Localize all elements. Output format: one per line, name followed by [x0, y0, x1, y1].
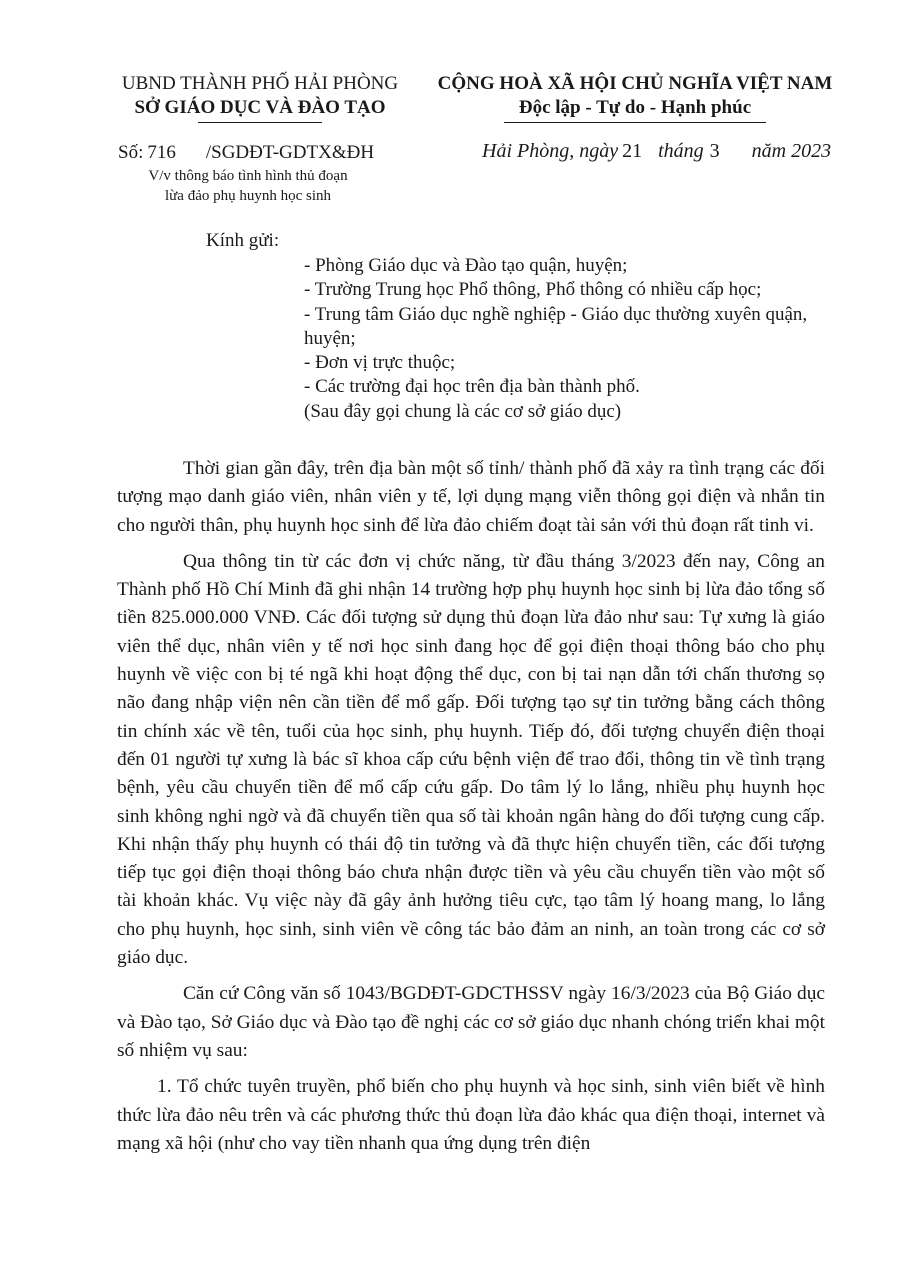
date-month: 3 — [709, 140, 720, 162]
recipient-item: - Phòng Giáo dục và Đào tạo quận, huyện; — [304, 255, 628, 276]
body-paragraph-numbered: 1. Tổ chức tuyên truyền, phổ biến cho phụ huynh và học sinh, sinh viên biết về hình thức lừa đảo nêu trên và các phương thức thủ đoạn lừa đảo khác qua điện thoại, internet và mạng xã hội (như cho vay tiền nhanh qua ứng dụng trên điện — [117, 1076, 825, 1154]
body-paragraph: Qua thông tin từ các đơn vị chức năng, từ đầu tháng 3/2023 đến nay, Công an Thành phố Hồ Chí Minh đã ghi nhận 14 trường hợp phụ huynh học sinh bị lừa đảo tổng số tiền 825.000.000 VNĐ. Các đối tượng sử dụng thủ đoạn lừa đảo như sau: Tự xưng là giáo viên thể dục, nhân viên y tế nơi học sinh đang học để gọi điện thoại thông báo cho phụ huynh về việc con bị té ngã khi hoạt động thể dục, con bị tai nạn dẫn tới chấn thương sọ não đang nhập viện nên cần tiền để mổ gấp. Đối tượng tạo sự tin tưởng bằng cách thông tin chính xác về tên, tuổi của học sinh, phụ huynh. Tiếp đó, đối tượng chuyển điện thoại đến 01 người tự xưng là bác sĩ khoa cấp cứu bệnh viện để trao đổi, thông tin về tình trạng bệnh, yêu cầu chuyển tiền để mổ cấp cứu gấp. Do tâm lý lo lắng, nhiều phụ huynh học sinh không nghi ngờ và đã chuyển tiền qua số tài khoản ngân hàng do đối tượng cung cấp. Khi nhận thấy phụ huynh có thái độ tin tưởng và đã thực hiện chuyển tiền, các đối tượng tiếp tục gọi điện thoại thông báo chưa nhận được tiền và yêu cầu chuyển tiền vào một số tài khoản khác. Vụ việc này đã gây ảnh hưởng tiêu cực, tạo tâm lý hoang mang, lo lắng cho phụ huynh, học sinh, sinh viên về công tác bảo đảm an ninh, an toàn trong các cơ sở giáo dục. — [117, 550, 825, 969]
national-motto — [420, 72, 850, 123]
so-number: 716 — [147, 142, 176, 163]
nation-name: CỘNG HOÀ XÃ HỘI CHỦ NGHĨA VIỆT NAM — [437, 73, 833, 94]
recipient-item: - Trung tâm Giáo dục nghề nghiệp - Giáo dục thường xuyên quận, huyện; — [304, 303, 808, 349]
subject-line-1: V/v thông báo tình hình thủ đoạn — [148, 168, 348, 184]
org-underline — [198, 122, 322, 123]
body-paragraph: Căn cứ Công văn số 1043/BGDĐT-GDCTHSSV ngày 16/3/2023 của Bộ Giáo dục và Đào tạo, Sở Giáo dục và Đào tạo đề nghị các cơ sở giáo dục nhanh chóng triển khai một số nhiệm vụ sau: — [117, 983, 825, 1061]
recipient-item: - Các trường đại học trên địa bàn thành phố. — [304, 376, 640, 398]
recipients-label: Kính gửi: — [206, 230, 280, 251]
body-paragraph: Thời gian gần đây, trên địa bàn một số tỉnh/ thành phố đã xảy ra tình trạng các đối tượng mạo danh giáo viên, nhân viên y tế, lợi dụng mạng viễn thông gọi điện và nhắn tin cho người thân, phụ huynh học sinh để lừa đảo chiếm đoạt tài sản với thủ đoạn rất tinh vi. — [117, 458, 825, 536]
date-place: Hải Phòng, ngày — [482, 140, 619, 162]
org-department: SỞ GIÁO DỤC VÀ ĐÀO TẠO — [134, 97, 386, 118]
subject-line-2: lừa đảo phụ huynh học sinh — [164, 188, 332, 204]
org-city: UBND THÀNH PHỐ HẢI PHÒNG — [121, 73, 399, 94]
document-body — [117, 455, 825, 1166]
date-year: năm 2023 — [751, 140, 832, 162]
recipients-note: (Sau đây gọi chung là các cơ sở giáo dục) — [304, 400, 622, 422]
date-day: 21 — [622, 140, 643, 162]
motto-underline — [504, 122, 766, 123]
so-label: Số: — [118, 142, 144, 163]
document-number — [118, 142, 374, 164]
recipient-item: - Trường Trung học Phổ thông, Phổ thông có nhiều cấp học; — [304, 279, 762, 301]
nation-motto: Độc lập - Tự do - Hạnh phúc — [518, 97, 752, 118]
date-month-label: tháng — [658, 140, 704, 162]
issuing-organization — [100, 72, 420, 123]
so-code: /SGDĐT-GDTX&ĐH — [205, 142, 375, 163]
document-subject — [118, 166, 378, 206]
document-date — [482, 140, 831, 163]
recipients-list — [304, 254, 824, 424]
recipient-item: - Đơn vị trực thuộc; — [304, 352, 456, 374]
